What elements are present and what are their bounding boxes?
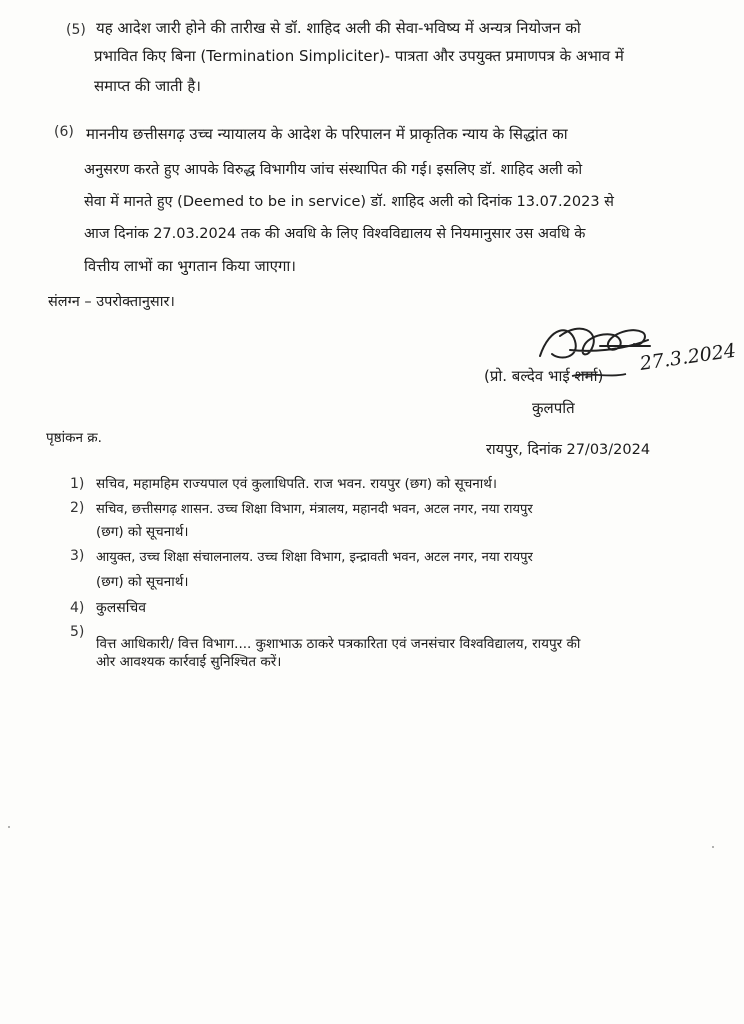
place-date: रायपुर, दिनांक 27/03/2024 (486, 442, 651, 458)
copy-number: 1) (70, 476, 85, 492)
scan-speck (712, 846, 714, 848)
enclosure-note: संलग्न – उपरोक्तानुसार। (48, 294, 175, 310)
strike-through-mark (570, 368, 628, 382)
para5-line: यह आदेश जारी होने की तारीख से डॉ. शाहिद अली की सेवा-भविष्य में अन्यत्र नियोजन को (96, 19, 581, 37)
copy-recipient-line: (छग) को सूचनार्थ। (96, 524, 189, 540)
para6-line: आज दिनांक 27.03.2024 तक की अवधि के लिए विश्वविद्यालय से नियमानुसार उस अवधि के (84, 226, 586, 242)
para6-line: अनुसरण करते हुए आपके विरुद्ध विभागीय जांच संस्थापित की गई। इसलिए डॉ. शाहिद अली को (84, 162, 583, 178)
para6-line: वित्तीय लाभों का भुगतान किया जाएगा। (84, 257, 296, 275)
para5-line: प्रभावित किए बिना (Termination Simpliciter)- पात्रता और उपयुक्त प्रमाणपत्र के अभाव में (94, 47, 624, 65)
scan-speck (8, 826, 10, 828)
para6-line: माननीय छत्तीसगढ़ उच्च न्यायालय के आदेश के परिपालन में प्राकृतिक न्याय के सिद्धांत का (86, 125, 568, 143)
copy-recipient-line: वित्त आधिकारी/ वित्त विभाग.... कुशाभाऊ ठाकरे पत्रकारिता एवं जनसंचार विश्वविद्यालय, रायपुर की (96, 636, 581, 652)
copy-recipient-line: सचिव, छत्तीसगढ़ शासन. उच्च शिक्षा विभाग, मंत्रालय, महानदी भवन, अटल नगर, नया रायपुर (96, 502, 533, 517)
handwritten-date: 27.3.2024 (638, 339, 738, 375)
para5-line: समाप्त की जाती है। (94, 77, 201, 95)
copy-recipient-line: सचिव, महामहिम राज्यपाल एवं कुलाधिपति. राज भवन. रायपुर (छग) को सूचनार्थ। (96, 476, 498, 492)
copy-number: 3) (70, 548, 85, 564)
copy-recipient-line: आयुक्त, उच्च शिक्षा संचालनालय. उच्च शिक्षा विभाग, इन्द्रावती भवन, अटल नगर, नया रायपुर (96, 550, 533, 565)
copy-recipient-line: कुलसचिव (96, 600, 147, 616)
para6-number: (6) (54, 124, 74, 140)
copy-number: 2) (70, 500, 85, 516)
copy-recipient-line: ओर आवश्यक कार्रवाई सुनिश्चित करें। (96, 654, 282, 670)
signatory-designation: कुलपति (532, 399, 575, 417)
para6-line: सेवा में मानते हुए (Deemed to be in service) डॉ. शाहिद अली को दिनांक 13.07.2023 से (84, 194, 614, 210)
signatory-name: (प्रो. बल्देव भाई शर्मा) (484, 367, 604, 385)
para5-number: (5) (66, 22, 86, 38)
copy-recipient-line: (छग) को सूचनार्थ। (96, 574, 189, 590)
copy-number: 4) (70, 600, 85, 616)
endorsement-label: पृष्ठांकन क्र. (46, 430, 102, 446)
copy-number: 5) (70, 624, 85, 640)
